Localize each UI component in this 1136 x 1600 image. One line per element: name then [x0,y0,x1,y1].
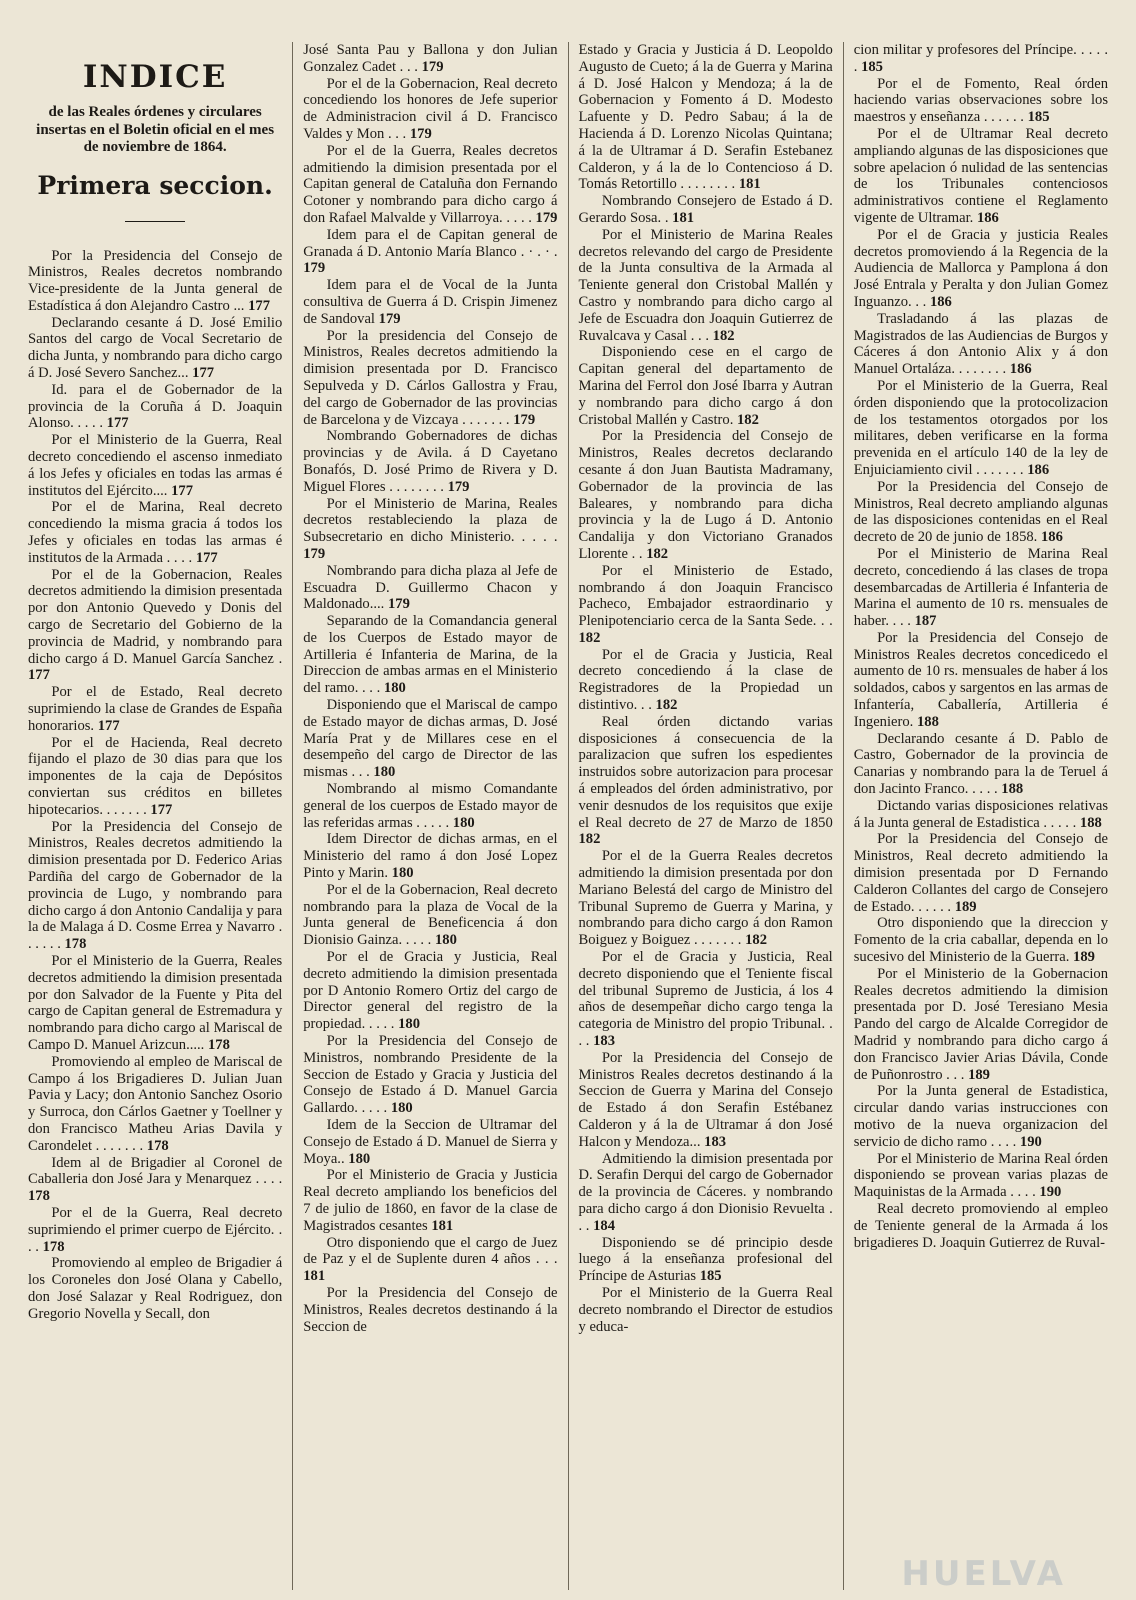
index-entry [303,1167,557,1234]
index-entry [854,227,1108,311]
index-entry [28,248,282,315]
page-number: 185 [861,58,883,75]
entry-text: Por el de la Gobernacion, Reales decretos admitiendo la dimision presentada por don Antonio Quevedo y Donis del cargo de Secretario del Gobierno de la provincia de Madrid, y nombrando para dicho cargo á D. Manuel García Sanchez . [28,566,283,667]
entry-text: Declarando cesante á D. José Emilio Santos del cargo de Vocal Secretario de dicha Junta, y nombrando para dicho cargo á D. José Severo Sanchez... [28,314,283,382]
index-entry [854,1151,1108,1201]
entry-list [303,42,557,1335]
page-number: 185 [1027,109,1050,126]
page-number: 182 [578,629,601,646]
entry-list [854,42,1108,1251]
entry-text: Por el de Hacienda, Real decreto fijando el plazo de 30 dias para que los imponentes de la caja de Depósitos conviertan sus créditos en billetes hipotecarios. . . . . . . [28,734,283,818]
index-entry [303,949,557,1033]
entry-text: Otro disponiendo que el cargo de Juez de Paz y el de Suplente duren 4 años . . . [303,1234,558,1268]
entry-text: Promoviendo al empleo de Brigadier á los Coroneles don José Olana y Cabello, don José Salazar y Real Rodriguez, don Gregorio Novella y Secall, don [28,1255,283,1322]
page-number: 177 [171,482,193,499]
entry-text: Dictando varias disposiciones relativas á la Junta general de Estadistica . . . . . [853,797,1108,831]
index-entry [303,42,557,76]
index-entry [579,848,833,949]
entry-text: Disponiendo se dé principio desde luego á la enseñanza profesional del Príncipe de Asturias [578,1234,833,1285]
entry-text: Por el Ministerio de Marina Real decreto, concediendo á las clases de tropa desembarcadas de Artilleria é Infanteria de Marina el aumento de 10 rs. mensuales de haber. . . . [853,545,1108,630]
index-entry [854,126,1108,227]
index-entry [303,328,557,429]
page-number: 179 [409,125,432,142]
entry-text: Promoviendo al empleo de Mariscal de Campo á los Brigadieres D. Julian Juan Pavia y Lacy; don Antonio Sanchez Osorio y Surroca, don Cárlos Gaetner y Toellner y don Francisco Matheu Arias Davila y Carondelet . . . . . . . [28,1053,283,1154]
entry-text: Por el de la Gobernacion, Real decreto nombrando para la plaza de Vocal de la Junta general de Beneficencia á don Dionisio Gainza. . . . . [303,881,558,949]
index-entry [28,315,282,382]
page-number: 186 [976,209,999,226]
index-entry [28,499,282,566]
entry-text: Real órden dictando varias disposiciones á consecuencia de la paralizacion que sufren los espedientes instruidos sobre autorizacion para procesar á empleados del órden administrativo, por venir desnudos de los requisitos que exije el Real decreto de 27 de Marzo de 1850 [578,713,833,831]
page-number: 182 [578,831,601,848]
entry-text: Trasladando á las plazas de Magistrados de las Audiencias de Burgos y Cáceres á don Antonio Alix y á don Manuel Ortaláza. . . . . . . . [853,310,1108,378]
entry-list [579,42,833,1335]
page-number: 189 [954,898,977,915]
index-entry [28,567,282,685]
page-number: 177 [97,717,120,734]
page-number: 180 [435,932,457,949]
page-number: 179 [421,58,444,75]
index-entry [28,1255,282,1322]
entry-text: Idem de la Seccion de Ultramar del Consejo de Estado á D. Manuel de Sierra y Moya.. [303,1117,558,1167]
page-number: 178 [207,1036,230,1053]
page-number: 188 [1001,781,1024,798]
page-number: 188 [1079,814,1102,831]
index-entry [854,831,1108,915]
page-number: 186 [929,293,952,310]
page-number: 183 [593,1033,615,1050]
page-number: 177 [28,667,50,684]
page-number: 186 [1009,361,1032,378]
entry-text: Por el Ministerio de la Gobernacion Reales decretos admitiendo la dimision presentada por D. José Teresiano Mesia Pando del cargo de Alcalde Corregidor de Madrid y nombrando para dicho cargo á don Francisco Javier Arias Dávila, Conde de Puñonrostro . . . [853,965,1108,1083]
column-4 [843,42,1118,1590]
page-number: 179 [535,209,558,226]
page-number: 184 [593,1217,615,1234]
page-number: 190 [1039,1184,1062,1201]
entry-text: Por el Ministerio de Estado, nombrando á don Joaquin Francisco Pacheco, Embajador estraordinario y Plenipotenciario cerca de la Santa Sede. . . [578,562,833,630]
index-entry [303,428,557,495]
entry-text: Por el Ministerio de Gracia y Justicia Real decreto ampliando los beneficios del 7 de julio de 1860, en favor de la clase de Magistrados cesantes [303,1167,558,1234]
index-entry [854,76,1108,126]
index-entry [28,1155,282,1205]
index-entry [579,1235,833,1285]
entry-text: Por el Ministerio de Marina, Reales decretos restableciendo la plaza de Subsecretario en dicho Ministerio. . . . . [303,495,558,546]
entry-text: Idem para el de Capitan general de Granada á D. Antonio María Blanco . · . · . [303,226,558,260]
section-heading: Primera seccion. [37,170,273,200]
entry-text: Admitiendo la dimision presentada por D. Serafin Derqui del cargo de Gobernador de la provincia de Cáceres. y nombrando para dicho cargo á don Dionisio Revuelta . . . [578,1150,833,1234]
column-3 [568,42,843,1590]
entry-text: Otro disponiendo que la direccion y Fomento de la cria caballar, dependa en lo sucesivo del Ministerio de la Guerra. [853,915,1108,966]
entry-text: Estado y Gracia y Justicia á D. Leopoldo Augusto de Cueto; á la de Guerra y Marina á D. José Halcon y Mendoza; á la de Gobernacion y Fomento á D. Modesto Lafuente y D. Pedro Sabau; á la de Hacienda á D. Lorenzo Nicolas Quintana; á la de Ultramar á D. Serafin Estebanez Calderon, y á la de lo Contencioso á D. Tomás Retortillo . . . . . . . . [578,42,833,193]
page-number: 177 [106,415,129,432]
page-number: 185 [699,1268,722,1285]
index-entry [28,1054,282,1155]
entry-text: Por el de Ultramar Real decreto ampliando algunas de las disposiciones que sobre apelacion ó nulidad de las sentencias de los Tribunales contenciosos administrativos contiene el Reglamento vigente de Ultramar. [853,125,1108,226]
index-entry [854,311,1108,378]
entry-text: Por el de la Guerra, Real decreto suprimiendo el primer cuerpo de Ejército. . . . [28,1204,283,1255]
page-number: 179 [303,260,326,277]
page-number: 183 [704,1133,727,1150]
column-1 [22,42,292,1590]
page-number: 178 [42,1238,65,1255]
divider-rule [125,221,185,222]
entry-text: Nombrando al mismo Comandante general de los cuerpos de Estado mayor de las referidas armas . . . . . [303,781,558,831]
index-entry [854,546,1108,630]
page-number: 179 [378,310,401,327]
page-number: 190 [1019,1133,1042,1150]
entry-list [28,248,282,1323]
entry-text: Por el de la Guerra Reales decretos admitiendo la dimision presentada por don Mariano Belestá del cargo de Ministro del Tribunal Supremo de Guerra y Marina, y nombrando para dicho cargo á don Ramon Boiguez y Boiguez . . . . . . . [578,848,833,949]
entry-text: Por la Junta general de Estadistica, circular dando varias instrucciones con motivo de la nueva organizacion del servicio de dicho ramo . . . . [853,1083,1108,1150]
index-entry [303,613,557,697]
entry-text: cion militar y profesores del Príncipe. . . . . . [853,42,1108,75]
entry-text: Declarando cesante á D. Pablo de Castro, Gobernador de la provincia de Canarias y nombrando para la de Teruel á don Jacinto Franco. . . . . [853,730,1108,798]
entry-text: Por el de Estado, Real decreto suprimiendo la clase de Grandes de España honorarios. [28,684,283,734]
page-number: 177 [195,549,218,566]
entry-text: Id. para el de Gobernador de la provincia de la Coruña á D. Joaquin Alonso. . . . . [28,381,283,432]
index-entry [579,1151,833,1235]
index-title: INDICE [82,59,228,95]
page-number: 182 [655,697,678,714]
index-entry [579,563,833,647]
index-entry [854,798,1108,832]
entry-text: Por la Presidencia del Consejo de Ministros Reales decretos destinando á la Seccion de Guerra y Marina del Consejo de Estado á don Serafin Estébanez Calderon y á la de Ultramar á don José Halcon y Mendoza... [578,1049,833,1150]
index-entry [303,143,557,227]
entry-text: Nombrando Gobernadores de dichas provincias y de Avila. á D Cayetano Bonafós, D. José Primo de Rivera y D. Miguel Flores . . . . . . . . [303,428,558,495]
entry-text: Por la Presidencia del Consejo de Ministros Reales decretos concedicedo el aumento de 10 rs. mensuales de haber á los soldados, cabos y sargentos en las armas de Infantería, Caballería, Artilleria é Ingeniero. [853,629,1109,730]
page-number: 180 [452,814,475,831]
page-number: 181 [431,1217,454,1234]
entry-text: Por la Presidencia del Consejo de Ministros, Reales decretos admitiendo la dimision presentada por D. Federico Arias Pardiña del cargo de Gobernador de la provincia de Lugo, y nombrando para dicho cargo á don Antonio Candalija y para la de Malaga á D. Cosme Errea y Navarro . . . . . . [28,818,283,953]
index-entry [854,731,1108,798]
index-entry [579,1285,833,1335]
index-entry [579,1050,833,1151]
index-entry [28,432,282,499]
entry-text: Por la presidencia del Consejo de Ministros, Reales decretos admitiendo la dimision presentada por D. Francisco Sepulveda y D. Cárlos Gallostra y Frau, del cargo de Gobernador de las provincias de Barcelona y de Vizcaya . . . . . . . [303,327,558,428]
entry-text: Por el Ministerio de la Guerra, Real órden disponiendo que la protocolizacion de los testamentos otorgados por los militares, deben verificarse en la forma prevenida en el artículo 140 de la ley de Enjuiciamiento civil . . . . . . . [853,377,1108,478]
page-number: 181 [672,209,695,226]
entry-text: Separando de la Comandancia general de los Cuerpos de Estado mayor de Artilleria é Infanteria de Marina, de la Direccion de ambas armas en el Ministerio del ramo. . . . [303,613,558,697]
index-entry [303,563,557,613]
page-number: 180 [348,1150,371,1167]
entry-text: Por la Presidencia del Consejo de Ministros, Reales decretos nombrando Vice-presidente de la Junta general de Estadística á don Alejandro Castro ... [28,247,283,314]
page-number: 182 [712,327,735,344]
page-number: 180 [383,680,406,697]
entry-text: Por el de Gracia y Justicia, Real decreto disponiendo que el Teniente fiscal del tribunal Supremo de Justicia, á los 4 años de desempeñar dicho cargo tenga la categoria de Ministro del propio Tribunal. . . . [578,949,833,1050]
page-number: 179 [303,545,326,562]
index-entry [303,76,557,143]
index-entry [579,714,833,848]
entry-text: Por el Ministerio de la Guerra, Reales decretos admitiendo la dimision presentada por don Salvador de la Fuente y Pita del cargo de Capitan general de Estremadura y nombrando para dicho cargo al Mariscal de Campo D. Manuel Arizcun..... [28,952,283,1053]
entry-text: Nombrando Consejero de Estado á D. Gerardo Sosa. . [578,193,833,226]
entry-text: Por el de Marina, Real decreto concediendo la misma gracia á todos los Jefes y oficiales en todas las armas é institutos de la Armada . . . . [28,499,283,566]
index-entry [854,915,1108,965]
entry-text: Nombrando para dicha plaza al Jefe de Escuadra D. Guillermo Chacon y Maldonado.... [303,562,558,613]
page-number: 177 [150,801,173,818]
index-entry [28,953,282,1054]
page-number: 177 [192,365,215,382]
page-number: 182 [737,411,759,428]
index-entry [854,966,1108,1084]
index-subtitle: de las Reales órdenes y circulares insertas en el Boletin oficial en el mes de noviembre de 1864. [36,104,275,155]
index-entry [303,1117,557,1167]
page-number: 181 [738,176,761,193]
page-number: 189 [1073,949,1095,966]
entry-text: Por el Ministerio de Marina Reales decretos relevando del cargo de Presidente de la Junta consultiva de la Armada al Teniente general don Cristobal Mallén y Castro y nombrando para dicho cargo al Jefe de Escuadra don Joaquin Gutierrez de Ruvalcava y Casal . . . [578,226,833,344]
entry-text: José Santa Pau y Ballona y don Julian Gonzalez Cadet . . . [303,42,558,75]
page-number: 180 [373,764,396,781]
index-entry [303,781,557,831]
index-entry [854,1083,1108,1150]
entry-text: Por la Presidencia del Consejo de Ministros, Real decreto admitiendo la dimision presentada por D Fernando Calderon Collantes del cargo de Consejero de Estado. . . . . . [853,831,1108,915]
index-entry [303,882,557,949]
entry-text: Disponiendo que el Mariscal de campo de Estado mayor de dichas armas, D. José María Prat y de Millares cese en el desempeño del cargo de Director de las mismas . . . [303,697,558,781]
index-entry [579,428,833,562]
index-entry [303,697,557,781]
page-number: 178 [64,936,87,953]
entry-text: Idem para el de Vocal de la Junta consultiva de Guerra á D. Crispin Jimenez de Sandoval [303,277,558,327]
index-entry [579,193,833,227]
entry-text: Disponiendo cese en el cargo de Capitan general del departamento de Marina del Ferrol don José Ibarra y Autran y nombrando para dicho cargo á don Cristobal Mallén y Castro. [578,344,833,428]
index-entry [854,479,1108,546]
page-number: 180 [391,865,414,882]
page-number: 180 [390,1100,413,1117]
index-entry [28,684,282,734]
entry-text: Por el Ministerio de la Guerra Real decreto nombrando el Director de estudios y educa- [578,1284,833,1335]
page-number: 177 [248,297,270,314]
index-entry [579,949,833,1050]
page-number: 179 [513,411,536,428]
entry-text: Por la Presidencia del Consejo de Ministros, Reales decretos destinando á la Seccion de [303,1284,558,1335]
page-number: 187 [914,613,937,630]
entry-text: Idem al de Brigadier al Coronel de Caballeria don José Jara y Menarquez . . . . [28,1154,283,1188]
entry-text: Por el de la Guerra, Reales decretos admitiendo la dimision presentada por el Capitan general de Cataluña don Fernando Cotoner y nombrando para dicho cargo á don Rafael Malvalde y Villarroya. . . . . [303,142,558,226]
index-entry [303,1235,557,1285]
index-entry [303,496,557,563]
index-entry [303,831,557,881]
entry-text: Por el Ministerio de Marina Real órden disponiendo se provean varias plazas de Maquinistas de la Armada . . . . [853,1150,1108,1201]
entry-text: Por el de la Gobernacion, Real decreto concediendo los honores de Jefe superior de Administracion civil á D. Francisco Valdes y Mon . . . [303,75,558,142]
entry-text: Por la Presidencia del Consejo de Ministros, Real decreto ampliando algunas de las disposiciones contenidas en el Real decreto de 20 de junio de 1858. [853,478,1108,546]
entry-text: Por el Ministerio de la Guerra, Real decreto concediendo el ascenso inmediato á los Jefes y oficiales en todas las armas é institutos del Ejército.... [28,432,283,499]
page-number: 178 [146,1137,169,1154]
index-entry [303,1285,557,1335]
index-entry [28,735,282,819]
index-entry [579,227,833,345]
index-entry [28,382,282,432]
page-number: 180 [398,1016,420,1033]
index-entry [579,42,833,193]
entry-text: Por la Presidencia del Consejo de Ministros, nombrando Presidente de la Seccion de Estado y Gracia y Justicia del Consejo de Estado á D. Manuel Garcia Gallardo. . . . . [303,1033,558,1117]
index-entry [579,647,833,714]
page-number: 186 [1041,529,1063,546]
page-number: 178 [28,1188,50,1205]
entry-text: Real decreto promoviendo al empleo de Teniente general de la Armada á los brigadieres D. Joaquin Gutierrez de Ruval- [853,1200,1108,1251]
index-entry [28,819,282,953]
page-number: 179 [387,596,410,613]
library-watermark: HUELVA [901,1554,1066,1594]
entry-text: Por la Presidencia del Consejo de Ministros, Reales decretos declarando cesante á don Juan Bautista Madramany, Gobernador de la provincia de las Baleares, y nombrando para dicha provincia y la de Lugo á D. Antonio Candalija y don Victoriano Granados Llorente . . [578,428,833,562]
page-number: 181 [303,1268,326,1285]
entry-text: Por el de Gracia y justicia Reales decretos promoviendo á la Regencia de la Audiencia de Mallorca y Pamplona á don José Entrala y Peralta y don Julian Gomez Inguanzo. . . [853,226,1108,310]
entry-text: Idem Director de dichas armas, en el Ministerio del ramo á don José Lopez Pinto y Marin. [303,831,558,882]
index-entry [303,1033,557,1117]
index-entry [854,42,1108,76]
entry-text: Por el de Gracia y Justicia, Real decreto concediendo á la clase de Registradores de la Propiedad un distintivo. . . [578,646,833,714]
index-entry [303,277,557,327]
entry-text: Por el de Fomento, Real órden haciendo varias observaciones sobre los maestros y enseñanza . . . . . . [853,75,1108,126]
page-number: 179 [447,478,470,495]
page-number: 189 [968,1066,990,1083]
index-entry [579,344,833,428]
page-number: 182 [646,545,669,562]
page-number: 188 [916,713,939,730]
index-entry [854,630,1108,731]
index-entry [854,378,1108,479]
index-entry [28,1205,282,1255]
index-entry [854,1201,1108,1251]
index-entry [303,227,557,277]
page-number: 186 [1027,461,1050,478]
entry-text: Por el de Gracia y Justicia, Real decreto admitiendo la dimision presentada por D Antonio Romero Ortiz del cargo de Director general del registro de la propiedad. . . . . [303,949,558,1033]
column-2 [292,42,567,1590]
page-number: 182 [745,932,767,949]
